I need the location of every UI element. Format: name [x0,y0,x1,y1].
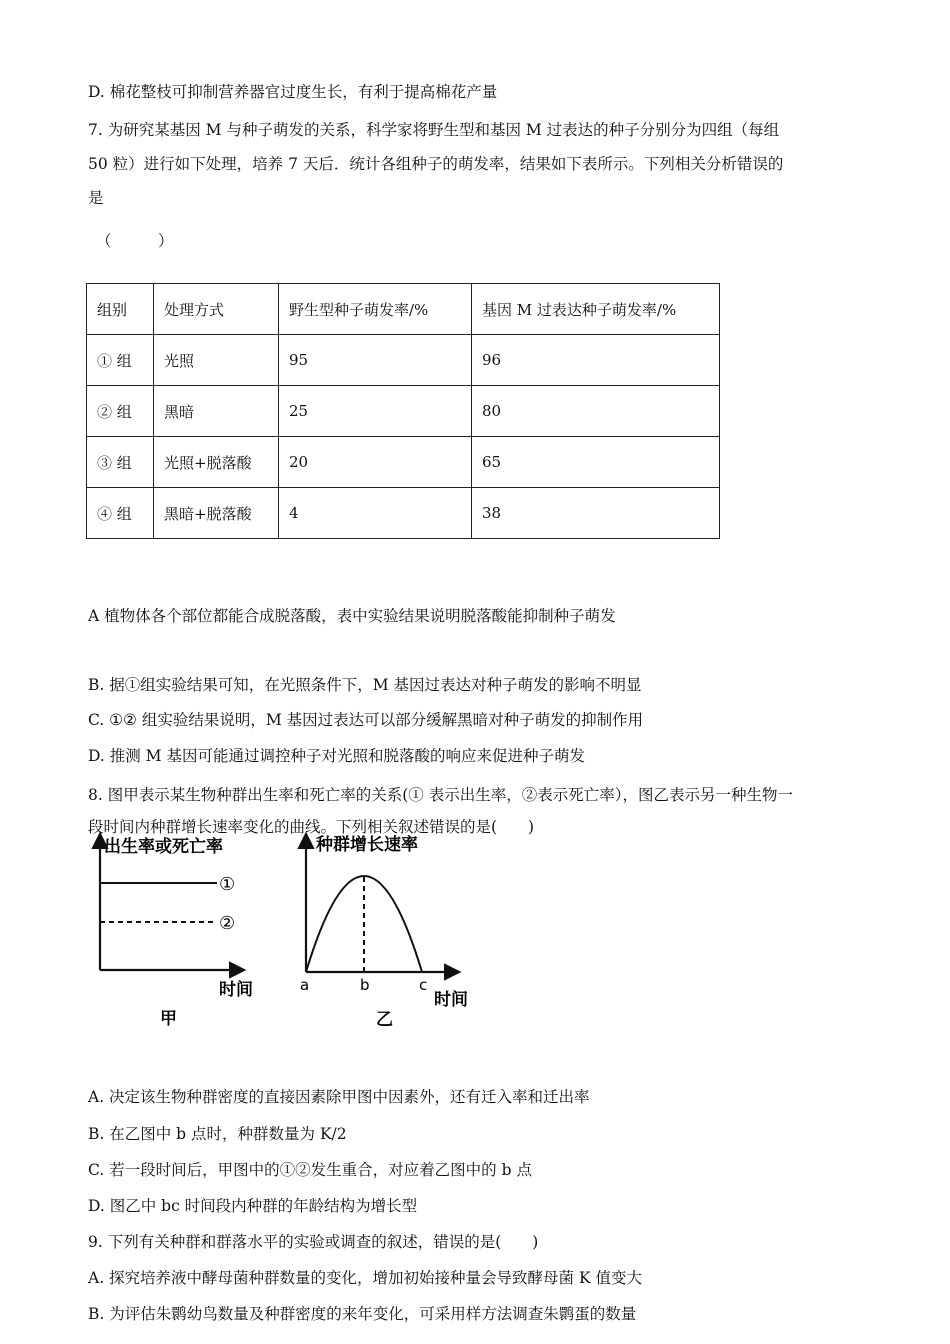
line-q6d: D. 棉花整枝可抑制营养器官过度生长，有利于提高棉花产量 [88,83,498,101]
line-q7-2: 50 粒）进行如下处理，培养 7 天后．统计各组种子的萌发率，结果如下表所示。下列相关分析错误的 [88,155,784,173]
table-cell: 20 [279,437,472,488]
table-cell: ② 组 [87,386,154,437]
line-q7-1: 7. 为研究某基因 M 与种子萌发的关系，科学家将野生型和基因 M 过表达的种子分别分为四组（每组 [88,121,780,139]
point-c-label: c [419,976,428,994]
jia-caption: 甲 [160,1009,177,1029]
table-cell: 80 [472,386,720,437]
option-q9b: B. 为评估朱鹮幼鸟数量及种群密度的来年变化，可采用样方法调查朱鹮蛋的数量 [88,1305,637,1323]
table-cell: 黑暗+脱落酸 [154,488,279,539]
line-q7-3: 是 [88,189,104,207]
table-cell: 95 [279,335,472,386]
death-rate-label: ② [219,913,236,934]
table-cell: 光照+脱落酸 [154,437,279,488]
option-q8a: A. 决定该生物种群密度的直接因素除甲图中因素外，还有迁入率和迁出率 [88,1088,590,1106]
option-q9a: A. 探究培养液中酵母菌种群数量的变化，增加初始接种量会导致酵母菌 K 值变大 [88,1269,642,1287]
table-cell: 38 [472,488,720,539]
yi-y-label: 种群增长速率 [316,835,418,855]
line-q9-1: 9. 下列有关种群和群落水平的实验或调查的叙述，错误的是( ) [88,1233,539,1251]
header-cell: 野生型种子萌发率/% [279,284,472,335]
birth-rate-label: ① [219,874,236,895]
option-q7c: C. ①② 组实验结果说明，M 基因过表达可以部分缓解黑暗对种子萌发的抑制作用 [88,711,644,729]
yi-caption: 乙 [376,1010,393,1030]
figure-jia [100,836,253,1029]
table-cell: ④ 组 [87,488,154,539]
table-cell: 65 [472,437,720,488]
option-q8d: D. 图乙中 bc 时间段内种群的年龄结构为增长型 [88,1197,418,1215]
table-row [87,437,720,488]
option-q7b: B. 据①组实验结果可知，在光照条件下，M 基因过表达对种子萌发的影响不明显 [88,676,642,694]
jia-x-label: 时间 [219,980,253,1000]
table-cell: 光照 [154,335,279,386]
option-q8c: C. 若一段时间后，甲图中的①②发生重合，对应着乙图中的 b 点 [88,1161,532,1179]
option-q7d: D. 推测 M 基因可能通过调控种子对光照和脱落酸的响应来促进种子萌发 [88,747,585,765]
header-cell: 组别 [87,284,154,335]
option-q8b: B. 在乙图中 b 点时，种群数量为 K/2 [88,1125,347,1143]
table-row [87,488,720,539]
figure-yi [300,834,468,1030]
table-cell: 4 [279,488,472,539]
line-q8-1: 8. 图甲表示某生物种群出生率和死亡率的关系(① 表示出生率，②表示死亡率），图乙表示另一种生物一 [88,786,793,804]
header-cell: 基因 M 过表达种子萌发率/% [472,284,720,335]
table-row [87,386,720,437]
point-b-label: b [360,976,370,994]
line-q8-2: 段时间内种群增长速率变化的曲线。下列相关叙述错误的是( ) [88,818,535,836]
table-cell: ① 组 [87,335,154,386]
table-cell: 96 [472,335,720,386]
population-figure [90,830,490,1035]
header-cell: 处理方式 [154,284,279,335]
yi-x-label: 时间 [434,990,468,1010]
jia-y-label: 出生率或死亡率 [104,837,223,857]
line-q7-4: （ ） [96,232,174,250]
germination-table [86,283,720,539]
point-a-label: a [300,976,310,994]
table-cell: 黑暗 [154,386,279,437]
option-q7a: A 植物体各个部位都能合成脱落酸，表中实验结果说明脱落酸能抑制种子萌发 [88,607,616,625]
table-header-row [87,284,720,335]
table-cell: ③ 组 [87,437,154,488]
table-cell: 25 [279,386,472,437]
table-row [87,335,720,386]
